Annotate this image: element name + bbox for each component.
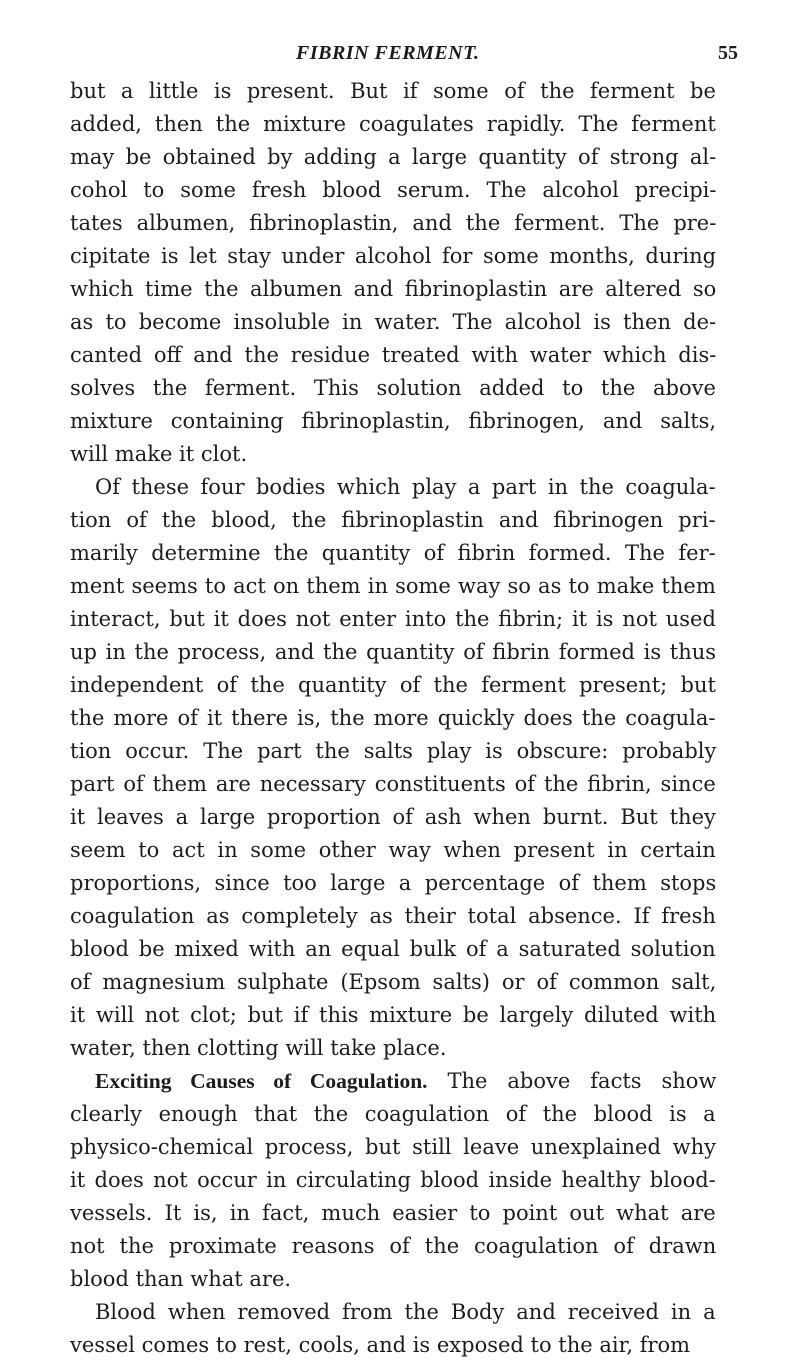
line-text: will make it clot. [70,442,248,466]
text-line [70,1197,716,1230]
line-text: added, then the mixture coagulates rapidly. The ferment [70,112,716,136]
text-line [70,603,716,636]
text-line [70,1098,716,1131]
text-line [70,1032,447,1065]
text-line [70,933,716,966]
text-line [70,405,716,438]
text-line [70,306,716,339]
line-text: seem to act in some other way when present in certain [70,838,716,862]
line-text: Of these four bodies which play a part in the coagula- [95,475,716,499]
text-line [70,273,716,306]
line-text: tates albumen, fibrinoplastin, and the ferment. The pre- [70,211,717,235]
line-text: marily determine the quantity of fibrin formed. The fer- [70,541,716,565]
line-text: ment seems to act on them in some way so as to make them [70,574,716,598]
text-line [70,438,247,471]
text-line [70,702,716,735]
text-line [70,1329,690,1362]
text-line [70,207,716,240]
text-line [70,240,716,273]
section-heading-line [95,1065,716,1098]
text-line [70,867,716,900]
line-text: canted off and the residue treated with water which dis- [70,343,717,367]
text-line [70,339,716,372]
line-text: it does not occur in circulating blood inside healthy blood- [70,1168,716,1192]
line-text: blood be mixed with an equal bulk of a saturated solution [70,937,716,961]
line-text: of magnesium sulphate (Epsom salts) or of common salt, [70,970,717,994]
line-text: coagulation as completely as their total absence. If fresh [70,904,716,928]
line-text: up in the process, and the quantity of fibrin formed is thus [70,640,717,664]
text-line [95,471,716,504]
line-text: it will not clot; but if this mixture be largely diluted with [70,1003,717,1027]
line-text: may be obtained by adding a large quantity of strong al- [70,145,717,169]
text-line [70,537,716,570]
line-text: cipitate is let stay under alcohol for some months, during [70,244,717,268]
text-line [70,141,716,174]
text-line [70,966,716,999]
line-text: but a little is present. But if some of the ferment be [70,79,716,103]
line-text: independent of the quantity of the ferment present; but [70,673,716,697]
line-text: physico-chemical process, but still leave unexplained why [70,1135,716,1159]
line-text: The above facts show [427,1069,717,1093]
line-text: clearly enough that the coagulation of the blood is a [70,1102,716,1126]
line-text: blood than what are. [70,1267,292,1291]
line-text: tion of the blood, the fibrinoplastin and fibrinogen pri- [70,508,716,532]
line-text: tion occur. The part the salts play is obscure: probably [70,739,717,763]
line-text: as to become insoluble in water. The alcohol is then de- [70,310,717,334]
line-text: water, then clotting will take place. [70,1036,447,1060]
text-line [70,1131,716,1164]
text-line [70,999,716,1032]
running-title: FIBRIN FERMENT. [296,42,480,64]
line-text: solves the ferment. This solution added to the above [70,376,716,400]
text-line [70,108,716,141]
text-line [70,636,716,669]
line-text: the more of it there is, the more quickly does the coagula- [70,706,716,730]
text-line [95,1296,716,1329]
text-line [70,1230,716,1263]
line-text: part of them are necessary constituents of the fibrin, since [70,772,716,796]
line-text: it leaves a large proportion of ash when burnt. But they [70,805,716,829]
text-line [70,504,716,537]
text-line [70,75,716,108]
line-text: cohol to some fresh blood serum. The alcohol precipi- [70,178,717,202]
line-text: not the proximate reasons of the coagulation of drawn [70,1234,717,1258]
line-text: Blood when removed from the Body and received in a [95,1300,716,1324]
text-line [70,735,716,768]
line-text: interact, but it does not enter into the fibrin; it is not used [70,607,716,631]
run-in-heading: Exciting Causes of Coagulation. [95,1069,428,1093]
line-text: which time the albumen and fibrinoplastin are altered so [70,277,717,301]
line-text: vessels. It is, in fact, much easier to point out what are [70,1201,716,1225]
text-line [70,1164,716,1197]
text-line [70,900,716,933]
text-line [70,669,716,702]
page-number: 55 [718,42,738,64]
text-line [70,1263,291,1296]
text-line [70,834,716,867]
text-line [70,801,716,834]
line-text: proportions, since too large a percentage of them stops [70,871,717,895]
text-line [70,174,716,207]
line-text: mixture containing fibrinoplastin, fibrinogen, and salts, [70,409,717,433]
line-text: vessel comes to rest, cools, and is exposed to the air, from [70,1333,691,1357]
page-header [0,42,800,72]
text-line [70,372,716,405]
text-line [70,570,716,603]
text-line [70,768,716,801]
